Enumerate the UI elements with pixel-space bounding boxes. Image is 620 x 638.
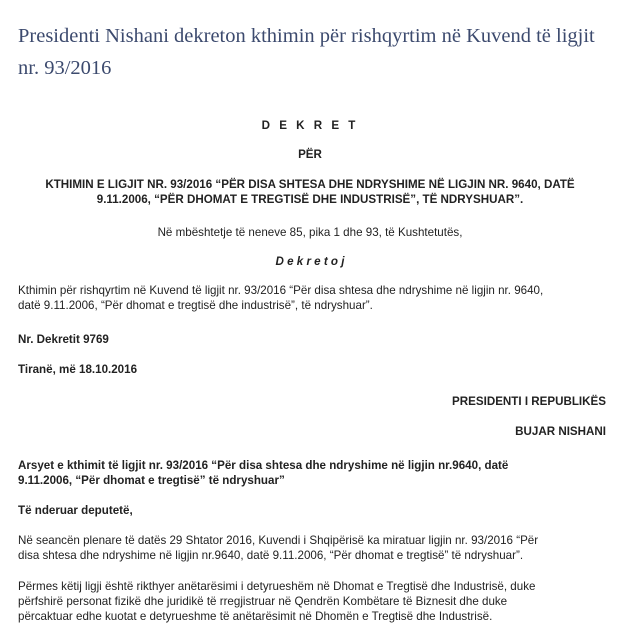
decree-subject-line-1: KTHIMIN E LIGJIT NR. 93/2016 “PËR DISA SHTESA DHE NDRYSHIME NË LIGJIN NR. 9640, DATË <box>45 178 575 191</box>
decree-body-line-2: datë 9.11.2006, “Për dhomat e tregtisë dhe industrisë”, të ndryshuar”. <box>18 299 373 312</box>
decree-place-date: Tiranë, më 18.10.2016 <box>18 363 138 376</box>
decree-body-line-1: Kthimin për rishqyrtim në Kuvend të ligjit nr. 93/2016 “Për disa shtesa dhe ndryshime në ligjin nr. 9640, <box>18 284 544 297</box>
signature-title: PRESIDENTI I REPUBLIKËS <box>452 395 606 408</box>
reasons-heading-line-1: Arsyet e kthimit të ligjit nr. 93/2016 “Për disa shtesa dhe ndryshime në ligjin nr.9640, datë <box>18 459 509 472</box>
reasons-greeting: Të nderuar deputetë, <box>18 504 133 517</box>
decree-heading: D E K R E T <box>261 119 359 132</box>
decree-dekretoj: D e k r e t o j <box>275 255 345 268</box>
reasons-para1-line-1: Në seancën plenare të datës 29 Shtator 2016, Kuvendi i Shqipërisë ka miratuar ligjin nr. 93/2016 “Për <box>18 534 539 547</box>
reasons-para2-line-1: Përmes këtij ligji është rikthyer anëtarësimi i detyrueshëm në Dhomat e Tregtisë dhe Industrisë, duke <box>18 580 536 593</box>
article-title: Presidenti Nishani dekreton kthimin për rishqyrtim në Kuvend të ligjit nr. 93/2016 <box>18 25 595 79</box>
reasons-heading-line-2: 9.11.2006, “Për dhomat e tregtisë” të ndryshuar” <box>18 474 285 487</box>
reasons-para2-line-3: përcaktuar edhe kuotat e detyrueshme të anëtarësimit në Dhomën e Tregtisë dhe Industrisë. <box>18 610 493 623</box>
reasons-para2-line-2: përfshirë personat fizikë dhe juridikë të rregjistruar në Qendrën Kombëtare të Biznesit dhe duke <box>18 595 508 608</box>
decree-number: Nr. Dekretit 9769 <box>18 333 109 346</box>
decree-legal-basis: Në mbështetje të neneve 85, pika 1 dhe 93, të Kushtetutës, <box>157 226 463 239</box>
decree-subject-line-2: 9.11.2006, “PËR DHOMAT E TREGTISË DHE INDUSTRISË”, TË NDRYSHUAR”. <box>96 193 524 206</box>
reasons-para1-line-2: disa shtesa dhe ndryshime në ligjin nr.9640, datë 9.11.2006, “Për dhomat e tregtisë” të ndryshuar”. <box>18 549 524 562</box>
decree-per: PËR <box>298 148 322 161</box>
signature-name: BUJAR NISHANI <box>515 425 606 438</box>
